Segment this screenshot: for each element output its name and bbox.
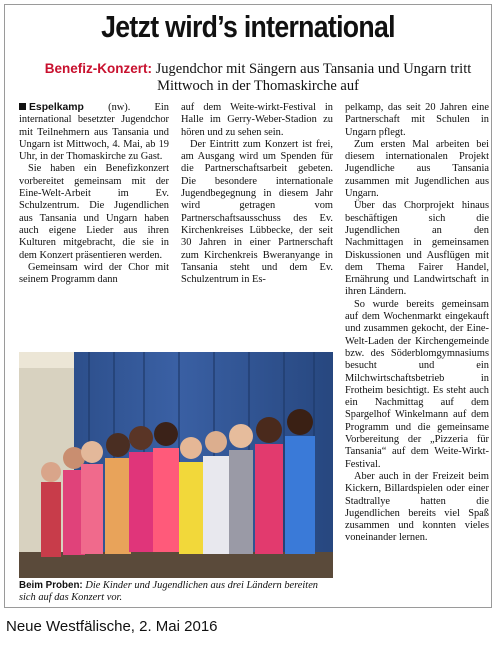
column-2	[181, 102, 333, 286]
headline: Jetzt wird’s international	[101, 9, 395, 44]
paragraph: Aber auch in der Freizeit beim Kickern, Billardspielen oder einer Stadtrallye hatten die Jugendlichen bereits viel Spaß zusammen und konnten vieles voneinander lernen.	[345, 470, 489, 544]
paragraph: pelkamp, das seit 20 Jahren eine Partnerschaft mit Schulen in Ungarn pflegt.	[345, 102, 489, 138]
paragraph: So wurde bereits gemeinsam auf dem Wochenmarkt eingekauft und zusammen gekocht, der Eine-Welt-Laden der Kirchengemeinde bzw. des Söderblomgymnasiums besucht und ein Milchwirtschaftsbetrieb in Frotheim besichtigt. Es steht auch ein Nachmittag auf dem Spargelhof Winkelmann auf dem Programm und die gemeinsame Vorbereitung der „Pizzeria für Tansania“ auf dem Weite-Wirkt-Festival.	[345, 298, 489, 470]
caption-text: Die Kinder und Jugendlichen aus drei Ländern bereiten sich auf das Konzert vor.	[19, 580, 319, 604]
photo-caption	[19, 580, 335, 605]
source-credit: Neue Westfälische, 2. Mai 2016	[6, 618, 218, 635]
paragraph: auf dem Weite-wirkt-Festival in Halle im Gerry-Weber-Stadion zu hören und zu sehen sein.	[181, 102, 333, 138]
paragraph: Über das Chorprojekt hinaus beschäftigen sich die Jugendlichen an den Nachmittagen in gemeinsamen Diskussionen und Ausflügen mit dem Thema Fairer Handel, Ernährung und Landwirtschaft in ihren Ländern.	[345, 200, 489, 298]
paragraph: Gemeinsam wird der Chor mit seinem Programm dann	[19, 261, 169, 286]
column-3	[345, 102, 489, 545]
dateline: Espelkamp	[29, 102, 84, 113]
bullet-square-icon	[19, 103, 26, 110]
paragraph	[19, 102, 169, 163]
caption-label: Beim Proben:	[19, 580, 83, 591]
newspaper-clipping	[4, 4, 492, 608]
choir-photo	[19, 352, 333, 578]
column-1	[19, 102, 169, 286]
paragraph: Zum ersten Mal arbeiten bei diesem internationalen Projekt Jugendliche aus Tansania zusammen mit Jugendlichen aus Ungarn.	[345, 138, 489, 200]
paragraph: Sie haben ein Benefizkonzert vorbereitet gemeinsam mit der Eine-Welt-Arbeit im Ev. Schulzentrum. Die Jugendlichen aus Tansania und Ungarn haben auch eigene Lieder aus ihren Kulturen mitgebracht, die sie in dem Konzert präsentieren werden.	[19, 163, 169, 261]
subheadline	[23, 60, 493, 95]
subhead-text: Jugendchor mit Sängern aus Tansania und Ungarn tritt Mittwoch in der Thomaskirche auf	[155, 61, 472, 94]
kicker: Benefiz-Konzert:	[44, 61, 152, 76]
choir-photo-illustration	[19, 352, 333, 578]
paragraph-text: (nw). Ein international besetzter Jugendchor mit Teilnehmern aus Tansania und Ungarn ist Mittwoch, 4. Mai, ab 19 Uhr, in der Thomaskirche zu Gast.	[19, 102, 169, 163]
paragraph: Der Eintritt zum Konzert ist frei, am Ausgang wird um Spenden für die Partnerschaftsarbeit gebeten. Die besondere internationale Jugendbegegnung in diesem Jahr wird getragen vom Partnerschaftsausschuss des Ev. Kirchenkreises Lübbecke, der seit 30 Jahren in einer Partnerschaft zum Kirchenkreis Bweranyange in Tansania steht und dem Ev. Schulzentrum in Es-	[181, 138, 333, 286]
